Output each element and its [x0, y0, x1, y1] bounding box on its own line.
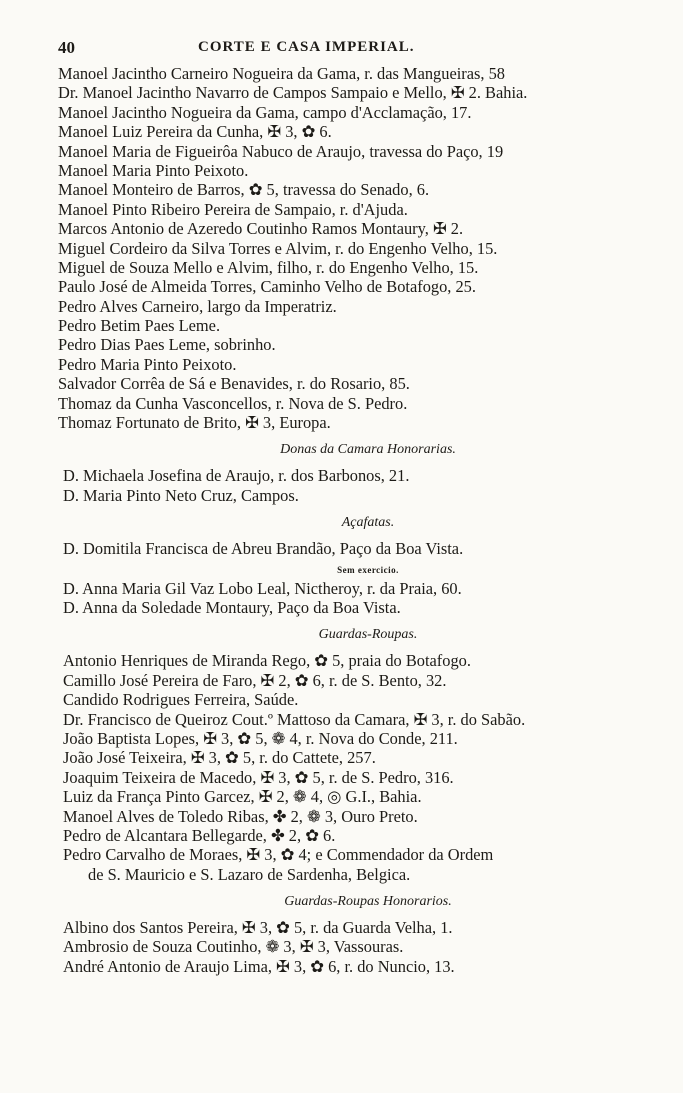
list-item: D. Domitila Francisca de Abreu Brandão, Paço da Boa Vista.: [63, 539, 464, 559]
list-item: Manoel Pinto Ribeiro Pereira de Sampaio, r. d'Ajuda.: [58, 199, 408, 219]
list-item: Luiz da França Pinto Garcez, ✠ 2, ❁ 4, ◎ G.I., Bahia.: [63, 787, 422, 807]
list-item: Manoel Jacintho Carneiro Nogueira da Gama, r. das Mangueiras, 58: [58, 64, 505, 83]
list-item: Ambrosio de Souza Coutinho, ❁ 3, ✠ 3, Vassouras.: [63, 937, 404, 957]
list-item: João José Teixeira, ✠ 3, ✿ 5, r. do Cattete, 257.: [63, 748, 376, 768]
list-item: Dr. Manoel Jacintho Navarro de Campos Sampaio e Mello, ✠ 2. Bahia.: [58, 83, 528, 103]
list-item: Pedro Betim Paes Leme.: [58, 316, 221, 336]
section-heading-acafatas: Açafatas.: [341, 515, 395, 531]
list-item: Albino dos Santos Pereira, ✠ 3, ✿ 5, r. da Guarda Velha, 1.: [63, 918, 453, 938]
section-heading-guardas-roupas: Guardas-Roupas.: [318, 627, 418, 643]
list-item: Manoel Monteiro de Barros, ✿ 5, travessa do Senado, 6.: [58, 180, 430, 200]
section-heading-sem-exercicio: Sem exercicio.: [337, 564, 399, 575]
list-item: Miguel de Souza Mello e Alvim, filho, r. do Engenho Velho, 15.: [58, 257, 479, 277]
list-item: Marcos Antonio de Azeredo Coutinho Ramos Montaury, ✠ 2.: [58, 219, 464, 239]
list-item: João Baptista Lopes, ✠ 3, ✿ 5, ❁ 4, r. Nova do Conde, 211.: [63, 728, 458, 748]
list-item: Paulo José de Almeida Torres, Caminho Velho de Botafogo, 25.: [58, 277, 476, 297]
list-item-continuation: de S. Mauricio e S. Lazaro de Sardenha, Belgica.: [88, 864, 411, 884]
list-item: Manoel Luiz Pereira da Cunha, ✠ 3, ✿ 6.: [58, 122, 332, 142]
list-item: Manoel Maria Pinto Peixoto.: [58, 160, 249, 180]
list-item: Dr. Francisco de Queiroz Cout.º Mattoso da Camara, ✠ 3, r. do Sabão.: [63, 709, 526, 729]
list-item: Manoel Maria de Figueirôa Nabuco de Araujo, travessa do Paço, 19: [58, 141, 504, 161]
page-body: [58, 64, 678, 976]
list-item: D. Anna da Soledade Montaury, Paço da Boa Vista.: [63, 597, 401, 617]
list-item: Joaquim Teixeira de Macedo, ✠ 3, ✿ 5, r. de S. Pedro, 316.: [63, 767, 454, 787]
list-item: Salvador Corrêa de Sá e Benavides, r. do Rosario, 85.: [58, 374, 410, 394]
section-heading-guardas-roupas-honorarios: Guardas-Roupas Honorarios.: [284, 894, 452, 910]
list-item: Pedro de Alcantara Bellegarde, ✤ 2, ✿ 6.: [63, 825, 336, 845]
page-header: [58, 38, 658, 60]
list-item: Pedro Maria Pinto Peixoto.: [58, 354, 237, 374]
list-item: Manoel Alves de Toledo Ribas, ✤ 2, ❁ 3, Ouro Preto.: [63, 806, 418, 826]
list-item: Thomaz Fortunato de Brito, ✠ 3, Europa.: [58, 413, 331, 433]
list-item: Miguel Cordeiro da Silva Torres e Alvim, r. do Engenho Velho, 15.: [58, 238, 498, 258]
list-item: D. Maria Pinto Neto Cruz, Campos.: [63, 485, 299, 505]
section-heading-donas-da-camara: Donas da Camara Honorarias.: [280, 442, 456, 458]
list-item: Pedro Carvalho de Moraes, ✠ 3, ✿ 4; e Commendador da Ordem: [63, 845, 494, 865]
list-item: Pedro Dias Paes Leme, sobrinho.: [58, 335, 276, 355]
list-item: Thomaz da Cunha Vasconcellos, r. Nova de S. Pedro.: [58, 393, 408, 413]
section-gentlemen-continued: [58, 64, 678, 432]
running-title: CORTE E CASA IMPERIAL.: [198, 39, 415, 55]
list-item: Manoel Jacintho Nogueira da Gama, campo d'Acclamação, 17.: [58, 102, 472, 122]
list-item: D. Anna Maria Gil Vaz Lobo Leal, Nictheroy, r. da Praia, 60.: [63, 578, 462, 598]
list-item: Candido Rodrigues Ferreira, Saúde.: [63, 690, 299, 710]
page-number: 40: [58, 38, 75, 57]
list-item: Antonio Henriques de Miranda Rego, ✿ 5, praia do Botafogo.: [63, 651, 471, 671]
list-item: D. Michaela Josefina de Araujo, r. dos Barbonos, 21.: [63, 466, 410, 486]
list-item: André Antonio de Araujo Lima, ✠ 3, ✿ 6, r. do Nuncio, 13.: [63, 956, 455, 976]
list-item: Camillo José Pereira de Faro, ✠ 2, ✿ 6, r. de S. Bento, 32.: [63, 670, 447, 690]
list-item: Pedro Alves Carneiro, largo da Imperatriz.: [58, 296, 337, 316]
